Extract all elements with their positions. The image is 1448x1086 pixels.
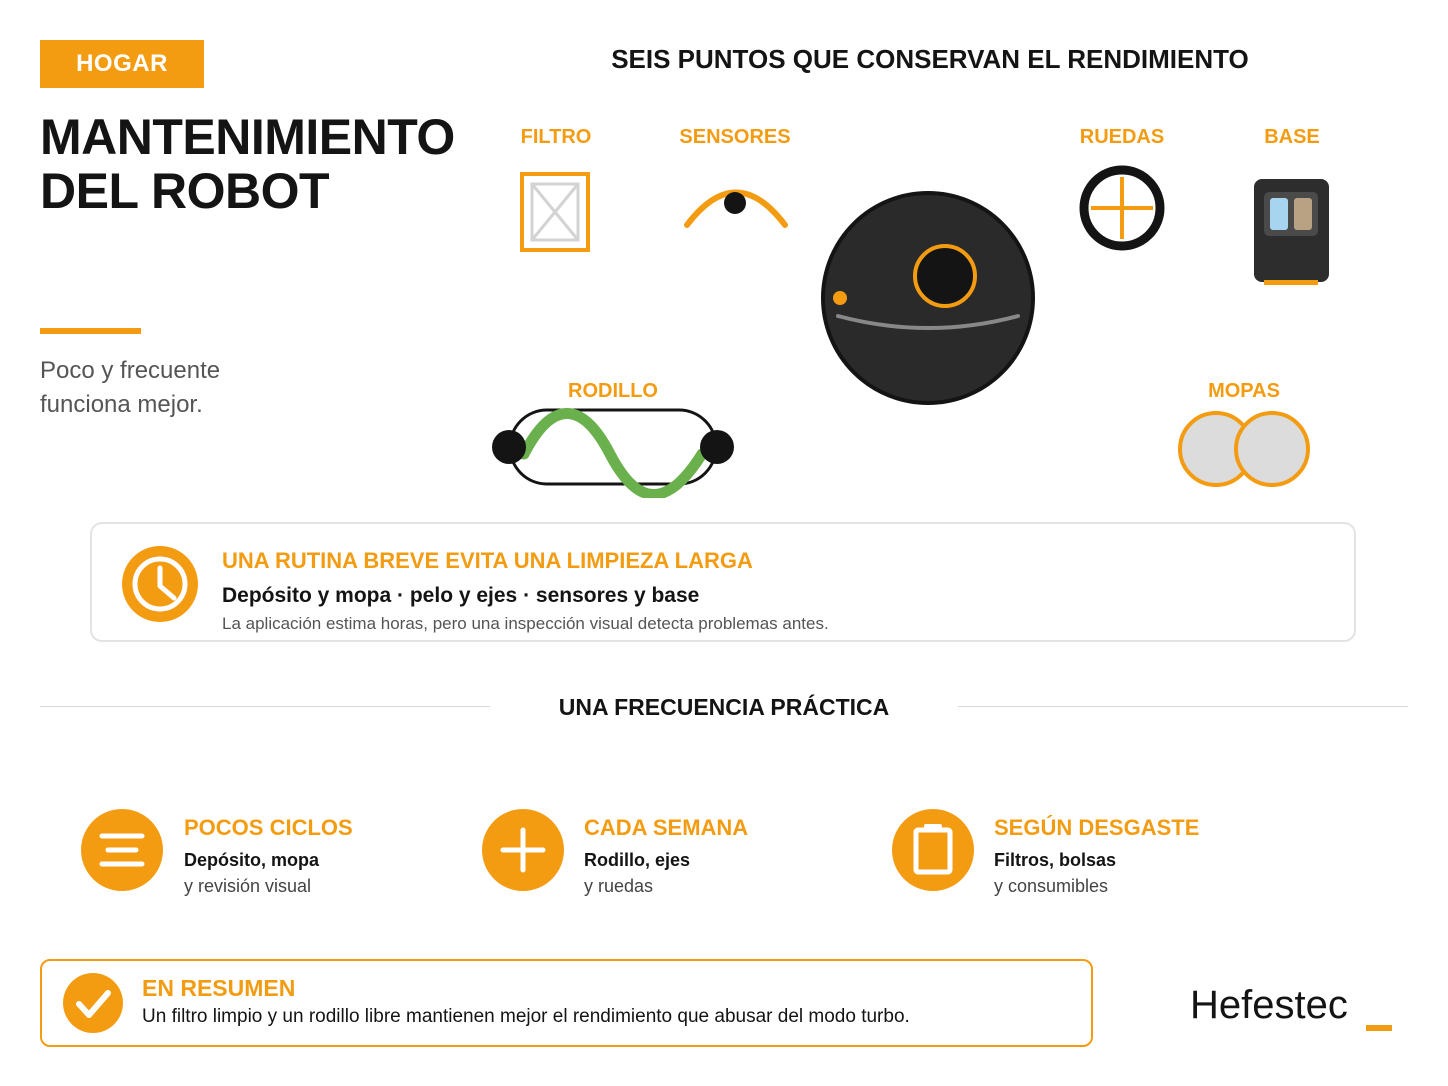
base-station-icon — [1250, 176, 1334, 288]
freq-title-2: CADA SEMANA — [584, 815, 749, 840]
freq-line2-3: y consumibles — [994, 876, 1109, 896]
robot-vacuum-icon — [818, 188, 1038, 408]
subtitle-line-2: funciona mejor. — [40, 391, 203, 418]
freq-line2-1: y revisión visual — [184, 876, 312, 896]
subtitle — [40, 354, 300, 422]
category-tag: HOGAR — [40, 40, 204, 88]
freq-title-3: SEGÚN DESGASTE — [994, 815, 1200, 840]
lines-icon — [80, 808, 164, 892]
sensor-icon — [682, 180, 790, 234]
point-label-mopas: MOPAS — [1208, 380, 1280, 402]
frequency-heading: UNA FRECUENCIA PRÁCTICA — [558, 694, 890, 720]
freq-line1-3: Filtros, bolsas — [994, 850, 1117, 870]
check-icon — [62, 972, 124, 1034]
title-line-2: DEL ROBOT — [40, 163, 330, 219]
point-label-ruedas: RUEDAS — [1079, 126, 1165, 148]
routine-title: UNA RUTINA BREVE EVITA UNA LIMPIEZA LARGA — [222, 548, 753, 573]
freq-line1-2: Rodillo, ejes — [584, 850, 691, 870]
brand-accent-bar — [1366, 1025, 1392, 1031]
filter-icon — [518, 170, 594, 254]
title-accent-bar — [40, 328, 141, 334]
point-label-filtro: FILTRO — [520, 126, 592, 148]
point-label-sensores: SENSORES — [679, 126, 791, 148]
summary-title: EN RESUMEN — [142, 975, 296, 1001]
subtitle-line-1: Poco y frecuente — [40, 357, 221, 384]
divider-right — [958, 706, 1408, 707]
points-heading: SEIS PUNTOS QUE CONSERVAN EL RENDIMIENTO — [611, 44, 1249, 74]
divider-left — [40, 706, 490, 707]
point-label-rodillo: RODILLO — [568, 380, 658, 402]
roller-brush-icon — [488, 404, 738, 498]
wheel-icon — [1076, 163, 1168, 253]
clock-icon — [120, 544, 200, 624]
page-title — [40, 110, 455, 218]
point-label-base: BASE — [1264, 126, 1320, 148]
freq-line2-2: y ruedas — [584, 876, 654, 896]
summary-card — [40, 959, 1093, 1047]
freq-line1-1: Depósito, mopa — [184, 850, 320, 870]
clipboard-icon — [891, 808, 975, 892]
summary-text: Un filtro limpio y un rodillo libre mantienen mejor el rendimiento que abusar del modo turbo. — [142, 1006, 910, 1027]
title-line-1: MANTENIMIENTO — [40, 109, 455, 165]
mop-pads-icon — [1176, 408, 1314, 490]
brand-logo: Hefestec — [1190, 983, 1348, 1027]
plus-icon — [481, 808, 565, 892]
routine-note: La aplicación estima horas, pero una inspección visual detecta problemas antes. — [222, 614, 829, 633]
freq-title-1: POCOS CICLOS — [184, 815, 353, 840]
routine-items: Depósito y mopa · pelo y ejes · sensores y base — [222, 584, 700, 607]
